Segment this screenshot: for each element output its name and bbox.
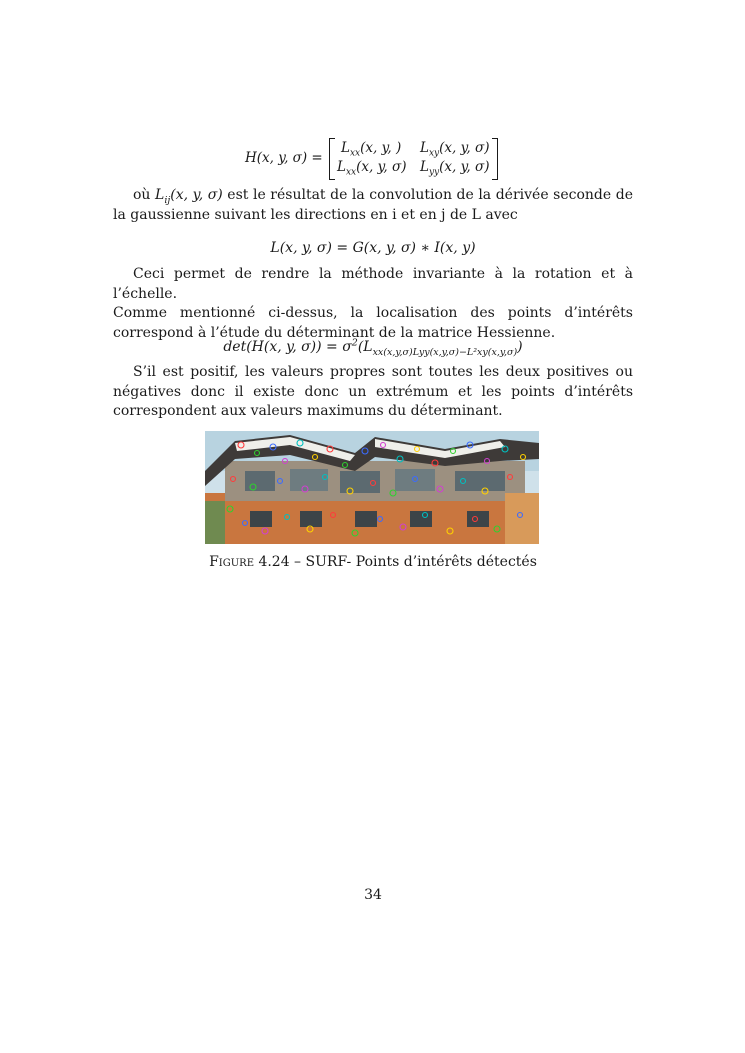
matrix-cell-11: $L_{xx}(x$, y, ) — [341, 140, 402, 159]
surf-keypoints-photo — [205, 431, 539, 544]
matrix-cell-12: $L_{xy}(x$, y, σ) — [420, 140, 490, 159]
equation-l: L(x, y, σ) = G(x, y, σ) ∗ I(x, y) — [270, 240, 476, 256]
hessian-lhs: H(x, y, σ) = — [245, 150, 323, 166]
matrix-cell-22: $L_{yy}(x$, y, σ) — [420, 159, 490, 178]
paragraph-invariance: Ceci permet de rendre la méthode invariante à la rotation et à l’échelle. Comme mentionné ci-dessus, la localisation des points d’intérêts correspond à l’étude du déterminant de la matrice Hessienne. — [113, 266, 633, 341]
matrix-left-bracket — [329, 138, 335, 180]
equation-det: det(H(x, y, $\sigma)) = \sigma^2(L_{xx(x,y,\sigma)Lyy(x,y,\sigma)-L^2xy(x,y,\sigma)})$ — [223, 337, 523, 358]
paragraph-determinant: S’il est positif, les valeurs propres sont toutes les deux positives ou négatives donc il existe donc un extrémum et les points d’intérêts correspondent aux valeurs maximums du déterminant. — [113, 364, 633, 419]
page-number: 34 — [364, 887, 382, 903]
figure-caption: Figure 4.24 – SURF- Points d’intérêts détectés — [209, 554, 537, 570]
figure-image-surf-building — [205, 431, 539, 544]
matrix-right-bracket — [492, 138, 498, 180]
figure-label: Figure 4.24 — [209, 554, 290, 570]
paragraph-convolution: où $L_{ij}(x$, y, σ) est le résultat de la convolution de la dérivée seconde de la gaussienne suivant les directions en i et en j de L avec — [113, 187, 633, 223]
hessian-equation — [245, 138, 505, 182]
figure-caption-text: SURF- Points d’intérêts détectés — [305, 554, 537, 570]
matrix-cell-21: $L_{xx}(x$, y, σ) — [337, 159, 407, 178]
